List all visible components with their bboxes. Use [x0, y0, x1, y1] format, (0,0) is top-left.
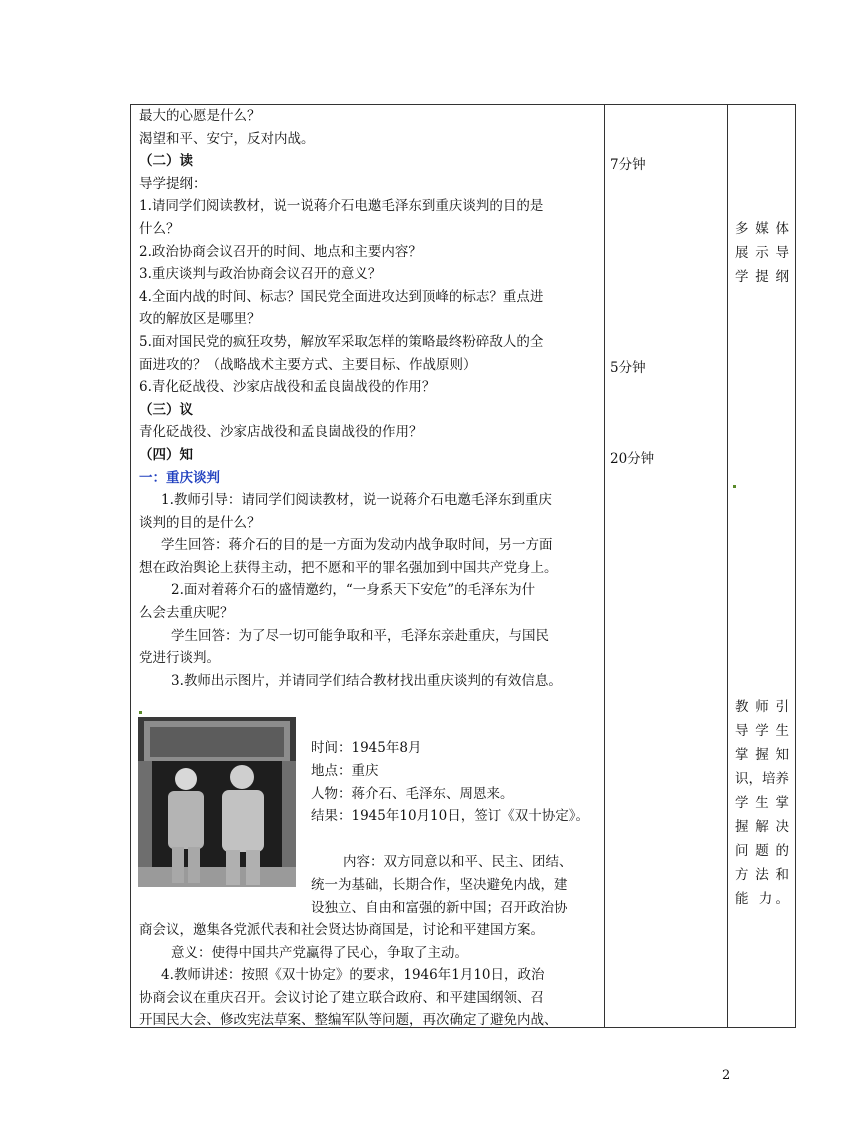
- text-line: 最大的心愿是什么？: [139, 108, 261, 124]
- note-multimedia: [735, 217, 789, 289]
- text-line: 青化砭战役、沙家店战役和孟良崮战役的作用？: [139, 424, 423, 441]
- note-line: 问题的: [735, 843, 789, 859]
- marker-dot: [139, 711, 142, 714]
- section-heading: （二）读: [139, 153, 193, 170]
- text-line: 协商会议在重庆召开。会议讨论了建立联合政府、和平建国纲领、召: [139, 989, 544, 1006]
- note-line: 教师引: [735, 699, 789, 715]
- after-photo-text: [139, 919, 601, 1032]
- text-line: 谈判的目的是什么？: [139, 514, 261, 531]
- subsection-heading: 一：重庆谈判: [139, 469, 220, 486]
- main-content: [139, 105, 601, 692]
- text-line: 么会去重庆呢？: [139, 605, 234, 622]
- caption-people: 人物：蒋介石、毛泽东、周恩来。: [311, 786, 514, 802]
- note-line: 掌握知: [735, 747, 789, 763]
- text-line: 5.面对国民党的疯狂攻势，解放军采取怎样的策略最终粉碎敌人的全: [139, 333, 544, 350]
- note-line: 导学生: [735, 723, 789, 739]
- text-line: 3.教师出示图片，并请同学们结合教材找出重庆谈判的有效信息。: [171, 672, 562, 689]
- column-divider: [604, 105, 605, 1027]
- note-line: 学提纲: [735, 269, 789, 285]
- time-label: 7分钟: [610, 157, 646, 173]
- note-line: 展示导: [735, 245, 789, 261]
- text-line: 4.全面内战的时间、标志？国民党全面进攻达到顶峰的标志？重点进: [139, 288, 544, 305]
- note-teacher-guide: [735, 695, 789, 911]
- text-line: 开国民大会、修改宪法草案、整编军队等问题，再次确定了避免内战、: [139, 1012, 558, 1029]
- note-line: 识，培养: [735, 771, 789, 787]
- section-heading: （三）议: [139, 401, 193, 418]
- text-line: 面进攻的？（战略战术主要方式、主要目标、作战原则）: [139, 356, 477, 373]
- text-line: 学生回答：为了尽一切可能争取和平，毛泽东亲赴重庆，与国民: [171, 627, 549, 644]
- caption-content: 统一为基础，长期合作，坚决避免内战，建: [311, 877, 568, 893]
- text-line: 2.面对着蒋介石的盛情邀约，“一身系天下安危”的毛泽东为什: [171, 582, 536, 599]
- text-line: 4.教师讲述：按照《双十协定》的要求，1946年1月10日，政治: [161, 967, 545, 984]
- text-line: 什么？: [139, 220, 180, 237]
- text-line: 商会议，邀集各党派代表和社会贤达协商国是，讨论和平建国方案。: [139, 922, 544, 938]
- text-line: 学生回答：蒋介石的目的是一方面为发动内战争取时间，另一方面: [161, 537, 553, 554]
- text-line: 1.请同学们阅读教材，说一说蒋介石电邀毛泽东到重庆谈判的目的是: [139, 198, 544, 215]
- text-line: 3.重庆谈判与政治协商会议召开的意义？: [139, 266, 382, 283]
- text-line: 6.青化砭战役、沙家店战役和孟良崮战役的作用？: [139, 379, 436, 396]
- text-line: 导学提纲：: [139, 175, 207, 192]
- page-number: 2: [722, 1068, 731, 1083]
- time-label: 5分钟: [610, 360, 646, 376]
- text-line: 攻的解放区是哪里？: [139, 311, 261, 328]
- text-line: 想在政治舆论上获得主动，把不愿和平的罪名强加到中国共产党身上。: [139, 559, 558, 576]
- note-line: 能 力。: [735, 891, 789, 907]
- lesson-table: [130, 104, 796, 1028]
- note-line: 学生掌: [735, 795, 789, 811]
- caption-time: 时间：1945年8月: [311, 740, 422, 756]
- text-line: 渴望和平、安宁，反对内战。: [139, 130, 315, 147]
- marker-dot: [733, 485, 736, 488]
- note-line: 多媒体: [735, 221, 789, 237]
- text-line: 党进行谈判。: [139, 650, 220, 667]
- section-heading: （四）知: [139, 446, 193, 463]
- photo-image: [138, 717, 296, 887]
- text-line: 2.政治协商会议召开的时间、地点和主要内容？: [139, 243, 422, 260]
- text-line: 1.教师引导：请同学们阅读教材，说一说蒋介石电邀毛泽东到重庆: [161, 492, 552, 509]
- caption-content: 设独立、自由和富强的新中国；召开政治协: [311, 900, 568, 916]
- text-line: 意义：使得中国共产党赢得了民心，争取了主动。: [171, 944, 468, 961]
- note-line: 握解决: [735, 819, 789, 835]
- caption-place: 地点：重庆: [311, 763, 379, 779]
- note-line: 方法和: [735, 867, 789, 883]
- caption-result: 结果：1945年10月10日，签订《双十协定》。: [311, 808, 589, 824]
- historical-photo: [138, 717, 296, 887]
- time-label: 20分钟: [610, 451, 655, 467]
- caption-content: 内容：双方同意以和平、民主、团结、: [343, 854, 573, 870]
- column-divider: [727, 105, 728, 1027]
